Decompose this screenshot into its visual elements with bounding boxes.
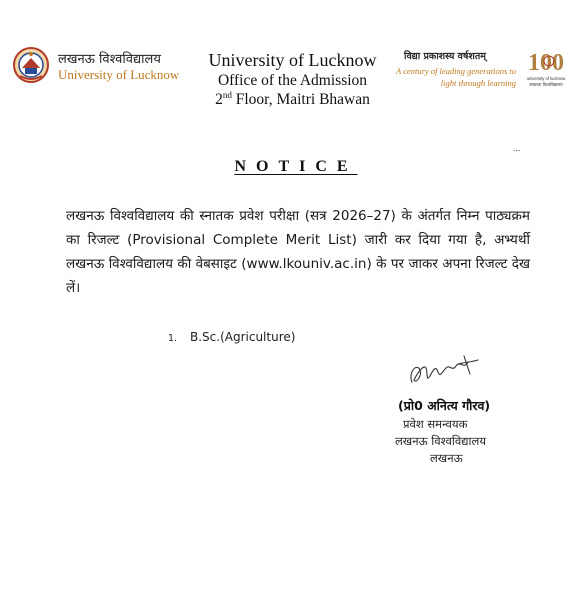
notice-body: लखनऊ विश्वविद्यालय की स्नातक प्रवेश परीक्षा (सत्र 2026–27) के अंतर्गत निम्न पाठ्यक्रम का रिजल्ट (Provisional Complete Merit List) जारी कर दिया गया है, अभ्यर्थी लखनऊ विश्वविद्यालय की वेबसाइट (www.lkouniv.ac.in) के पर जाकर अपना रिजल्ट देख लें।	[66, 208, 530, 296]
handwritten-signature-icon	[406, 352, 480, 390]
signatory-city: लखनऊ	[430, 451, 463, 465]
signatory-name: (प्रो0 अनित्य गौरव)	[398, 398, 491, 413]
centenary-motto-hindi: विद्या प्रकाशस्य वर्षशतम्	[404, 51, 486, 62]
centenary-tagline-line1: A century of leading generations to	[396, 66, 517, 76]
centenary-logo-text-1: university of lucknow	[526, 76, 566, 81]
list-item-course: B.Sc.(Agriculture)	[190, 330, 296, 344]
university-name-english: University of Lucknow	[58, 67, 180, 82]
office-university-title: University of Lucknow	[208, 50, 377, 70]
office-header	[190, 50, 395, 109]
floor-number: 2	[215, 91, 223, 108]
list-item	[168, 330, 295, 344]
signatory-organization: लखनऊ विश्वविद्यालय	[395, 434, 486, 448]
notice-title: NOTICE	[234, 158, 358, 175]
centenary-logo-text-2: लखनऊ विश्वविद्यालय	[529, 82, 563, 87]
floor-rest: Floor, Maitri Bhawan	[231, 91, 370, 108]
university-emblem-icon	[12, 46, 50, 84]
university-name-hindi: लखनऊ विश्वविद्यालय	[58, 52, 161, 67]
centenary-100-logo-icon	[522, 44, 570, 90]
centenary-number: 100	[528, 50, 564, 76]
list-item-number: 1.	[168, 333, 178, 344]
signatory-designation: प्रवेश समन्वयक	[403, 417, 468, 431]
office-address	[190, 90, 395, 109]
centenary-tagline-line2: light through learning	[440, 78, 516, 88]
reference-dots: ...	[513, 143, 521, 153]
office-name: Office of the Admission	[217, 72, 368, 89]
floor-suffix: nd	[222, 90, 232, 100]
